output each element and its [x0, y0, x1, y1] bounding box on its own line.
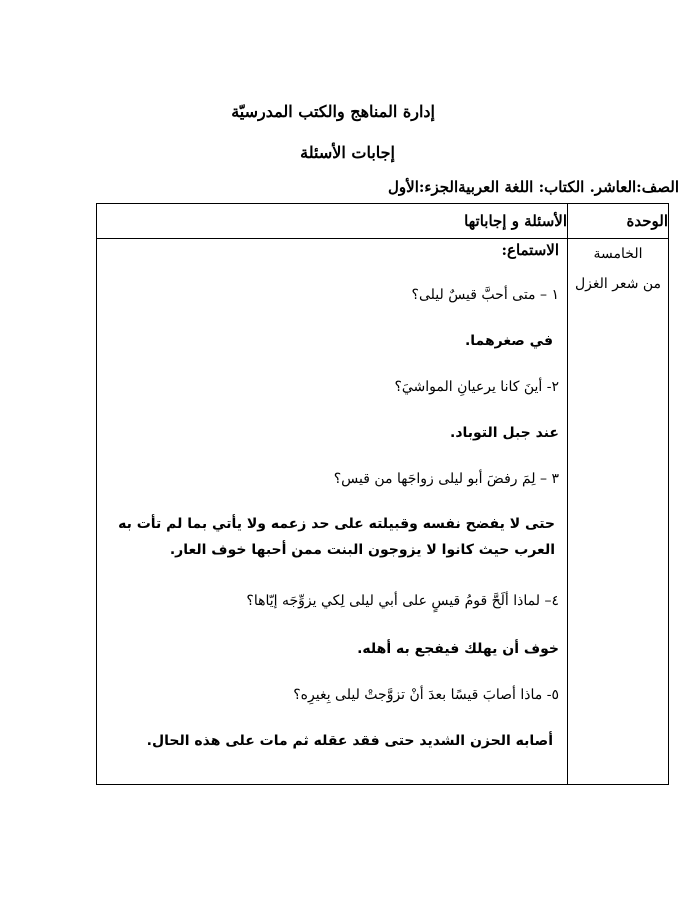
- question-5: ٥- ماذا أصابَ قيسًا بعدَ أنْ تزوَّجتْ ليلى بِغيرِه؟: [293, 687, 559, 703]
- answer-3: حتى لا يفضح نفسه وقبيلته على حد زعمه ولا يأتي بما لم تأت به العرب حيث كانوا لا يزوجون البنت ممن أحبها خوف العار.: [118, 516, 555, 558]
- department-heading: إدارة المناهج والكتب المدرسيّة: [231, 102, 435, 121]
- table-body-row: [97, 239, 669, 785]
- question-1: ١ – متى أحبَّ قيسٌ ليلى؟: [411, 287, 559, 303]
- question-3: ٣ – لِمَ رفضَ أبو ليلى زواجَها من قيس؟: [333, 471, 559, 487]
- qa-cell: [97, 239, 568, 785]
- answer-5: أصابه الحزن الشديد حتى فقد عقله ثم مات على هذه الحال.: [146, 733, 553, 749]
- question-4: ٤– لماذا ألَحَّ قومُ قيسٍ على أبي ليلى لِكي يزوِّجَه إيّاها؟: [246, 593, 559, 609]
- answer-2: عند جبل التوباد.: [450, 425, 559, 441]
- class-book-meta: الصف:العاشر. الكتاب: اللغة العربيةالجزء:الأول: [388, 178, 679, 196]
- section-title: الاستماع:: [501, 241, 559, 259]
- unit-number: الخامسة: [593, 246, 643, 262]
- qa-column-header: الأسئلة و إجاباتها: [97, 204, 568, 239]
- question-2: ٢- أينَ كانا يرعيانِ المواشيَ؟: [394, 379, 559, 395]
- unit-name: من شعر الغزل: [574, 276, 662, 292]
- answer-1: في صغرهما.: [464, 333, 553, 349]
- document-title: إجابات الأسئلة: [300, 143, 395, 162]
- answers-table: [96, 203, 669, 785]
- unit-column-header: الوحدة: [568, 204, 669, 239]
- unit-cell: [568, 239, 669, 785]
- answer-4: خوف أن يهلك فيفجع به أهله.: [357, 641, 559, 657]
- table-header-row: [97, 204, 669, 239]
